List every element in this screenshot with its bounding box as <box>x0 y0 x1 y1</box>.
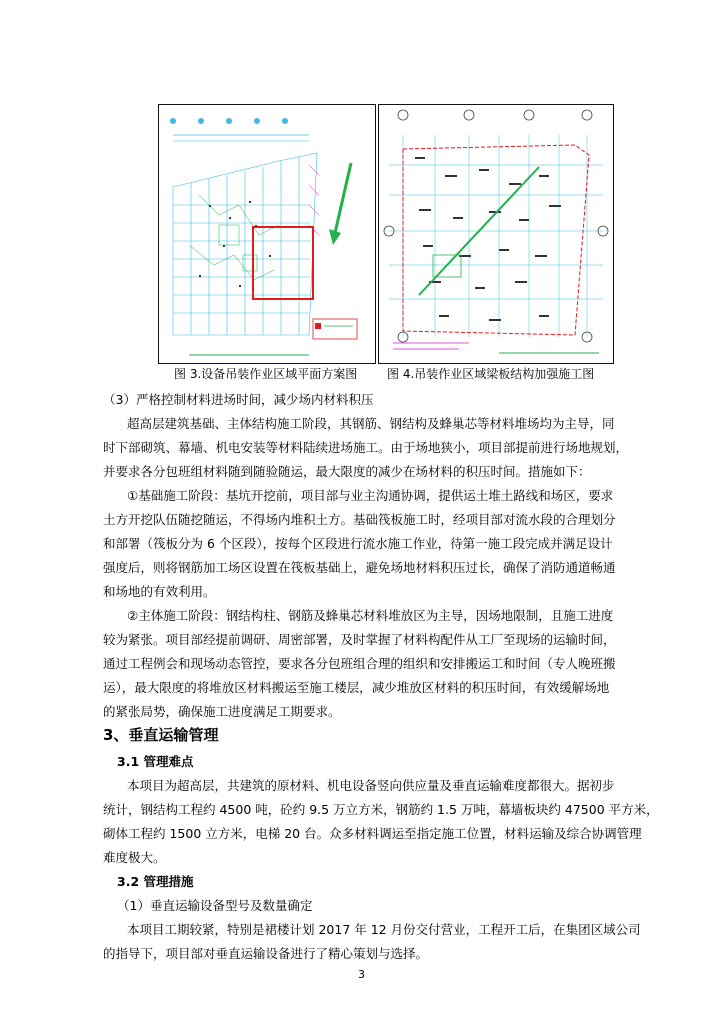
figure-4-caption: 图 4.吊装作业区域梁板结构加强施工图 <box>387 367 595 381</box>
paragraph-line: 强度后，则将钢筋加工场区设置在筏板基础上，避免场地材料积压过长，确保了消防通道畅通 <box>103 560 616 575</box>
paragraph-line: 的紧张局势，确保施工进度满足工期要求。 <box>103 704 341 719</box>
figure-3-drawing <box>159 105 375 363</box>
paragraph-line: 时下部砌筑、幕墙、机电安装等材料陆续进场施工。由于场地狭小，项目部提前进行场地规划， <box>103 440 629 455</box>
figure-3-caption: 图 3.设备吊装作业区域平面方案图 <box>174 367 358 381</box>
paragraph-line: 通过工程例会和现场动态管控，要求各分包班组合理的组织和安排搬运工和时间（专人晚班搬 <box>103 656 616 671</box>
paragraph-line: 和部署（筏板分为 6 个区段），按每个区段进行流水施工作业，待第一施工段完成并满足设计 <box>103 536 613 551</box>
paragraph-line: 超高层建筑基础、主体结构施工阶段，其钢筋、钢结构及蜂巢芯等材料堆场均为主导，同 <box>127 416 615 431</box>
paragraph-line: 并要求各分包班组材料随到随验随运，最大限度的减少在场材料的积压时间。措施如下： <box>103 464 591 479</box>
paragraph-line: 统计，钢结构工程约 4500 吨，砼约 9.5 万立方米，钢筋约 1.5 万吨，幕墙板块约 47500 平方米， <box>103 802 659 817</box>
figure-4-drawing <box>379 105 613 363</box>
subsection-3-1-title: 3.1 管理难点 <box>117 754 194 769</box>
item-1-heading: （1）垂直运输设备型号及数量确定 <box>117 898 313 913</box>
section-3-title: 3、垂直运输管理 <box>103 726 219 744</box>
figure-3-crane-area-plan <box>158 104 376 364</box>
paragraph-line: 难度极大。 <box>103 850 166 865</box>
paragraph-line: ②主体施工阶段：钢结构柱、钢筋及蜂巢芯材料堆放区为主导，因场地限制，且施工进度 <box>127 608 614 623</box>
paragraph-line: 土方开挖队伍随挖随运，不得场内堆积土方。基础筏板施工时，经项目部对流水段的合理划分 <box>103 512 616 527</box>
page-number: 3 <box>358 968 365 981</box>
paragraph-line: ①基础施工阶段：基坑开挖前，项目部与业主沟通协调，提供运土堆土路线和场区，要求 <box>127 488 614 503</box>
paragraph-line: 和场地的有效利用。 <box>103 584 216 599</box>
paragraph-line: 本项目工期较紧，特别是裙楼计划 2017 年 12 月份交付营业，工程开工后，在集团区域公司 <box>127 922 641 937</box>
subsection-3-2-title: 3.2 管理措施 <box>117 874 194 889</box>
paragraph-line: 的指导下，项目部对垂直运输设备进行了精心策划与选择。 <box>103 946 429 961</box>
paragraph-line: 砌体工程约 1500 立方米，电梯 20 台。众多材料调运至指定施工位置，材料运输及综合协调管理 <box>103 826 642 841</box>
paragraph-line: 较为紧张。项目部经提前调研、周密部署，及时掌握了材料构配件从工厂至现场的运输时间， <box>103 632 616 647</box>
figure-4-beam-slab-reinforcement <box>378 104 614 364</box>
paragraph-line: 运），最大限度的将堆放区材料搬运至施工楼层，减少堆放区材料的积压时间，有效缓解场地 <box>103 680 610 695</box>
item-3-heading: （3）严格控制材料进场时间，减少场内材料积压 <box>103 392 374 407</box>
paragraph-line: 本项目为超高层，共建筑的原材料、机电设备竖向供应量及垂直运输难度都很大。据初步 <box>127 778 615 793</box>
